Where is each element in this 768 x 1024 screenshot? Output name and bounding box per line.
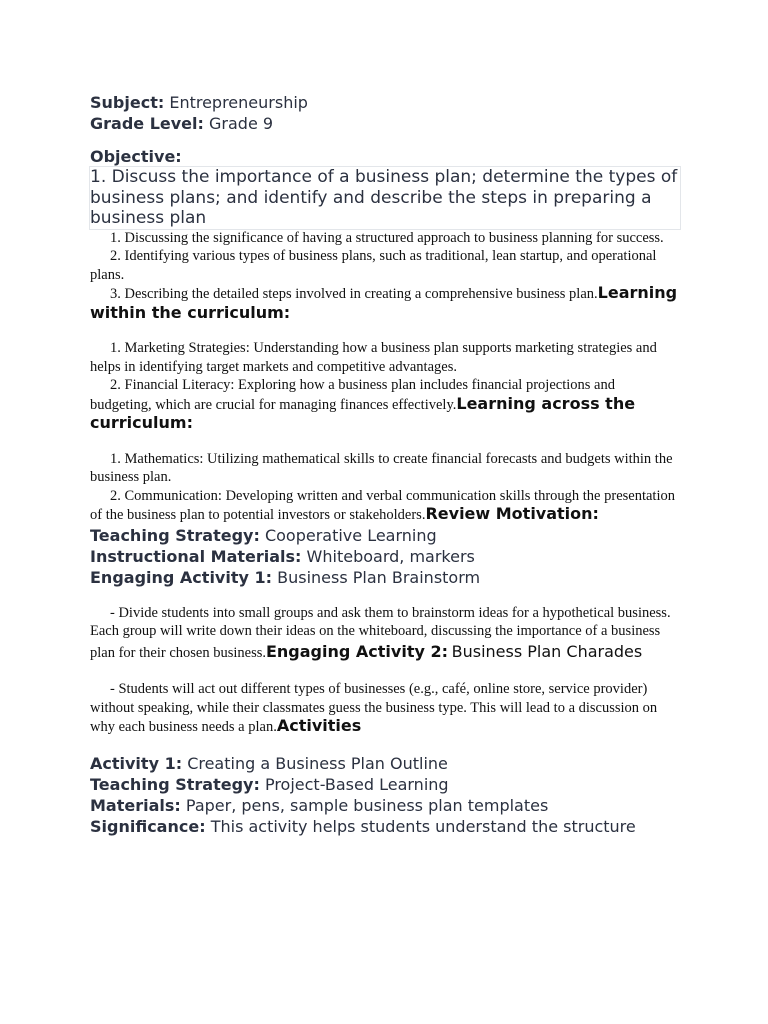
objective-main: 1. Discuss the importance of a business plan; determine the types of business plans; and identify and describe the steps in preparing a business plan <box>90 167 680 229</box>
review-strategy-value: Cooperative Learning <box>264 525 437 545</box>
within-item-2 <box>90 376 680 434</box>
activities-activity1-line <box>90 753 680 774</box>
review-heading: Review Motivation: <box>425 504 599 523</box>
activities-strategy-line <box>90 774 680 795</box>
within-item-2-text: 2. Financial Literacy: Exploring how a business plan includes financial projections and budgeting, which are crucial for managing finances effectively. <box>90 377 615 413</box>
activities-activity1-value: Creating a Business Plan Outline <box>187 753 448 773</box>
review-activity1-value: Business Plan Brainstorm <box>277 567 481 587</box>
objective-item-3 <box>90 284 680 323</box>
document-page <box>90 92 680 837</box>
review-activity1-text <box>90 604 680 663</box>
activities-strategy-label: Teaching Strategy: <box>90 774 260 794</box>
activities-materials-label: Materials: <box>90 795 181 815</box>
activities-heading: Activities <box>276 716 362 735</box>
objective-item-2: 2. Identifying various types of business plans, such as traditional, lean startup, and operational plans. <box>90 248 657 283</box>
activities-significance-label: Significance: <box>90 816 206 836</box>
subject-value: Entrepreneurship <box>169 93 308 112</box>
objective-item-3-text: 3. Describing the detailed steps involved in creating a comprehensive business plan. <box>110 286 598 302</box>
review-materials-label: Instructional Materials: <box>90 546 302 566</box>
across-item-2 <box>90 487 680 525</box>
review-activity1-line <box>90 567 680 588</box>
review-activity2-body: - Students will act out different types of businesses (e.g., café, online store, service provider) without speaking, while their classmates guess the business type. This will lead to a discussion on why each business needs a plan. <box>90 681 658 735</box>
review-activity2-label: Engaging Activity 2: <box>265 641 448 661</box>
activities-significance-line <box>90 816 680 837</box>
subject-label: Subject: <box>90 93 165 112</box>
activities-significance-value: This activity helps students understand the structure <box>210 816 636 836</box>
activities-activity1-label: Activity 1: <box>90 753 183 773</box>
subject-line <box>90 92 680 113</box>
objective-label: Objective: <box>90 147 182 166</box>
review-materials-value: Whiteboard, markers <box>306 546 475 566</box>
objective-heading <box>90 146 680 167</box>
review-strategy-label: Teaching Strategy: <box>90 525 260 545</box>
within-item-1: 1. Marketing Strategies: Understanding how a business plan supports marketing strategies and helps in identifying target markets and competitive advantages. <box>90 340 657 375</box>
objective-item-1: 1. Discussing the significance of having a structured approach to business planning for success. <box>110 229 664 246</box>
review-activity1-label: Engaging Activity 1: <box>90 567 273 587</box>
across-item-2-text: 2. Communication: Developing written and verbal communication skills through the presentation of the business plan to potential investors or stakeholders. <box>90 487 675 523</box>
review-materials-line <box>90 546 680 567</box>
grade-label: Grade Level: <box>90 114 204 133</box>
grade-value: Grade 9 <box>209 114 274 133</box>
grade-line <box>90 113 680 134</box>
across-heading: Learning across the curriculum: <box>90 393 636 432</box>
activities-strategy-value: Project-Based Learning <box>264 774 449 794</box>
within-heading: Learning within the curriculum: <box>90 283 678 322</box>
review-activity2-value: Business Plan Charades <box>451 641 643 661</box>
review-strategy-line <box>90 525 680 546</box>
review-activity1-body: - Divide students into small groups and ask them to brainstorm ideas for a hypothetical business. Each group will write down their ideas on the whiteboard, discussing the importance of a business plan for their chosen business. <box>90 604 671 661</box>
across-item-1: 1. Mathematics: Utilizing mathematical skills to create financial forecasts and budgets within the business plan. <box>90 450 673 485</box>
activities-materials-value: Paper, pens, sample business plan templates <box>185 795 549 815</box>
review-activity2-text <box>90 680 680 737</box>
activities-materials-line <box>90 795 680 816</box>
